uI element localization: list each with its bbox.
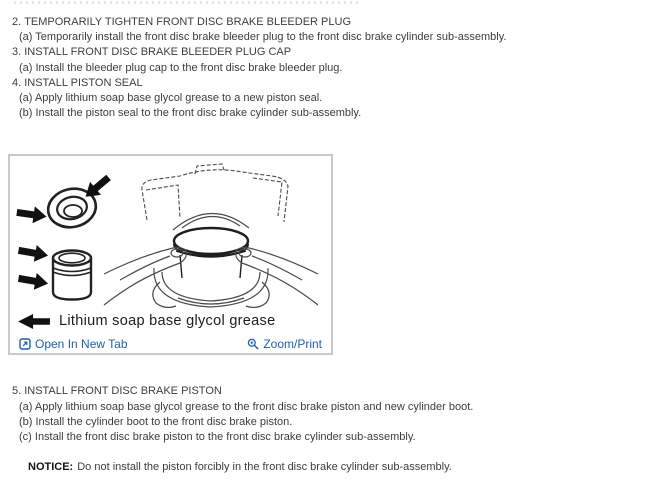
step-substep: (c) Install the front disc brake piston to the front disc brake cylinder sub-assembly. xyxy=(19,431,416,444)
step-substep: (a) Apply lithium soap base glycol grease to a new piston seal. xyxy=(19,92,323,105)
notice-label: NOTICE: xyxy=(28,461,74,474)
step-title-text: INSTALL FRONT DISC BRAKE BLEEDER PLUG CAP xyxy=(24,46,292,59)
figure-link-bar xyxy=(10,334,331,355)
magnifier-icon xyxy=(247,338,259,350)
notice-text: Do not install the piston forcibly in the front disc brake cylinder sub-assembly. xyxy=(77,461,452,474)
instructions-after-figure xyxy=(12,384,650,445)
brake-piston-illustration xyxy=(10,156,331,308)
step-title xyxy=(12,384,650,399)
step-title xyxy=(12,45,650,60)
open-in-new-tab-icon xyxy=(19,338,31,350)
zoom-print-label: Zoom/Print xyxy=(263,336,322,351)
step-substep: (b) Install the piston seal to the front disc brake cylinder sub-assembly. xyxy=(19,107,362,120)
step-number: 2. xyxy=(12,16,22,28)
left-arrow-icon xyxy=(18,314,50,329)
step-title-text: INSTALL PISTON SEAL xyxy=(24,76,143,89)
step-title-text: TEMPORARILY TIGHTEN FRONT DISC BRAKE BLEEDER PLUG xyxy=(24,16,351,28)
step-number: 3. xyxy=(12,46,22,59)
step-substep: (a) Temporarily install the front disc brake bleeder plug to the front disc brake cylinder sub-assembly. xyxy=(19,31,507,44)
figure-caption-label: Lithium soap base glycol grease xyxy=(59,313,276,330)
step-title-text: INSTALL FRONT DISC BRAKE PISTON xyxy=(24,385,222,398)
step-substep: (a) Install the bleeder plug cap to the front disc brake bleeder plug. xyxy=(19,61,343,74)
clipped-previous-line xyxy=(14,1,359,4)
step-title xyxy=(12,76,650,91)
instructions-before-figure xyxy=(12,15,650,121)
open-in-new-tab-link[interactable] xyxy=(19,337,128,351)
step-number: 4. xyxy=(12,76,22,89)
step-substep: (b) Install the cylinder boot to the front disc brake piston. xyxy=(19,415,293,428)
step-substep: (a) Apply lithium soap base glycol grease to the front disc brake piston and new cylinder boot. xyxy=(19,400,474,413)
open-in-new-tab-label: Open In New Tab xyxy=(35,336,128,351)
figure-panel xyxy=(8,154,333,355)
zoom-print-link[interactable] xyxy=(247,337,322,351)
notice xyxy=(28,460,650,475)
figure-caption xyxy=(10,308,331,334)
step-number: 5. xyxy=(12,385,22,398)
step-title xyxy=(12,15,650,30)
